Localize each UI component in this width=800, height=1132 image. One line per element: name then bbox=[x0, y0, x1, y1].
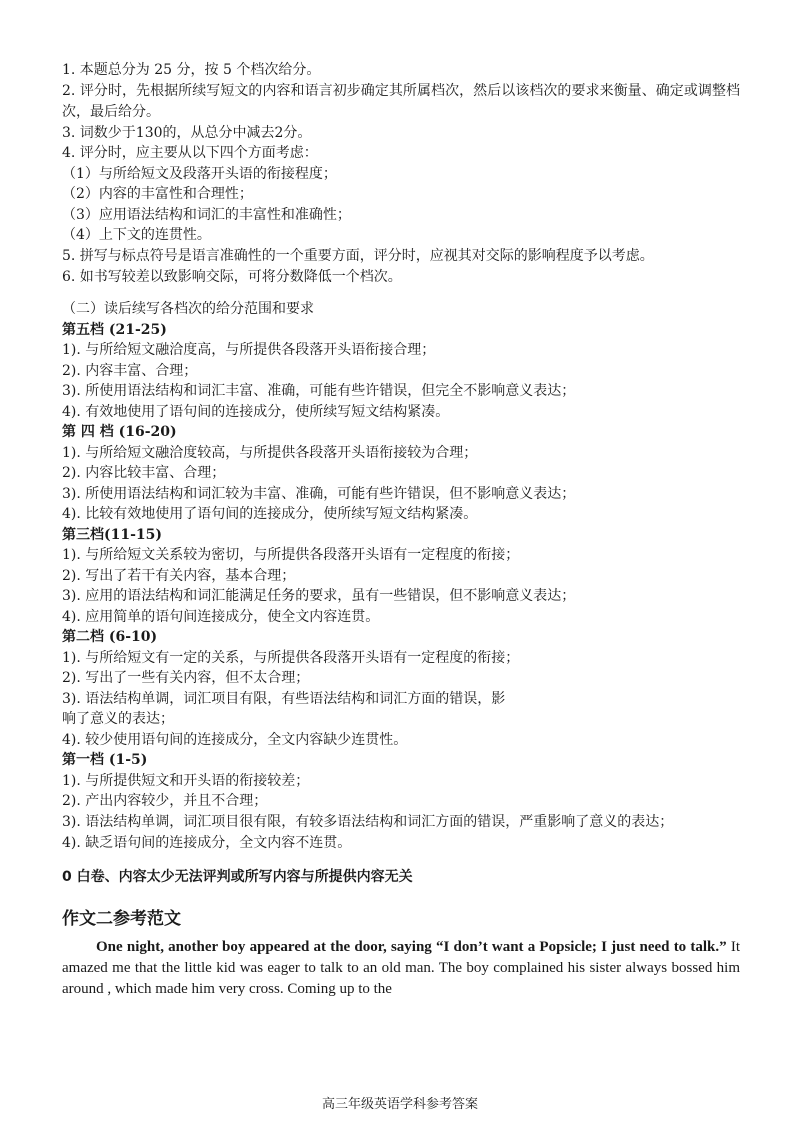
level-5 bbox=[62, 320, 740, 423]
level-item: 3). 语法结构单调，词汇项目很有限，有较多语法结构和词汇方面的错误，严重影响了意义的表达； bbox=[62, 813, 674, 830]
essay-title: 作文二参考范文 bbox=[62, 909, 181, 929]
rule-5: 5. 拼写与标点符号是语言准确性的一个重要方面，评分时，应视其对交际的影响程度予以考虑。 bbox=[62, 247, 654, 264]
level-item: 3). 应用的语法结构和词汇能满足任务的要求，虽有一些错误，但不影响意义表达； bbox=[62, 588, 576, 604]
level-item: 响了意义的表达； bbox=[62, 711, 174, 727]
level-heading: 第 四 档 (16-20) bbox=[62, 424, 177, 440]
level-item: 1). 与所给短文融洽度高，与所提供各段落开头语衔接合理； bbox=[62, 342, 436, 358]
page-footer: 高三年级英语学科参考答案 bbox=[321, 1097, 478, 1112]
essay-body-text: It amazed me that the little kid was eager to talk to an old man. The boy complained his sister always bossed him around , which made him very cross. Coming up to the bbox=[62, 939, 740, 997]
rule-1: 1. 本题总分为 25 分，按 5 个档次给分。 bbox=[62, 62, 321, 78]
rule-4-sub-4: （4）上下文的连贯性。 bbox=[62, 227, 211, 243]
zero-level: 0 白卷、内容太少无法评判或所写内容与所提供内容无关 bbox=[62, 869, 413, 885]
section-title: （二）读后续写各档次的给分范围和要求 bbox=[62, 301, 314, 317]
level-item: 4). 有效地使用了语句间的连接成分，使所续写短文结构紧凑。 bbox=[62, 403, 450, 420]
level-item: 4). 应用简单的语句间连接成分，使全文内容连贯。 bbox=[62, 608, 380, 625]
level-item: 1). 与所给短文有一定的关系，与所提供各段落开头语有一定程度的衔接； bbox=[62, 649, 520, 666]
rule-4-sub-2: （2）内容的丰富性和合理性； bbox=[62, 186, 253, 202]
rule-6: 6. 如书写较差以致影响交际，可将分数降低一个档次。 bbox=[62, 268, 402, 285]
level-item: 1). 与所给短文关系较为密切，与所提供各段落开头语有一定程度的衔接； bbox=[62, 547, 520, 563]
essay-paragraph bbox=[62, 937, 740, 1000]
document-content bbox=[62, 60, 740, 1000]
level-item: 3). 语法结构单调，词汇项目有限，有些语法结构和词汇方面的错误，影 bbox=[62, 690, 506, 707]
level-item: 1). 与所给短文融洽度较高，与所提供各段落开头语衔接较为合理； bbox=[62, 444, 478, 461]
level-heading: 第一档 (1-5) bbox=[62, 752, 148, 768]
rule-4: 4. 评分时，应主要从以下四个方面考虑： bbox=[62, 145, 318, 161]
level-heading: 第三档(11-15) bbox=[62, 526, 163, 543]
level-3 bbox=[62, 525, 740, 628]
level-item: 2). 内容丰富、合理； bbox=[62, 362, 198, 379]
rule-4-sub-1: （1）与所给短文及段落开头语的衔接程度； bbox=[62, 165, 337, 182]
level-item: 3). 所使用语法结构和词汇较为丰富、准确，可能有些许错误，但不影响意义表达； bbox=[62, 485, 576, 502]
rule-4-sub-3: （3）应用语法结构和词汇的丰富性和准确性； bbox=[62, 206, 351, 223]
level-item: 2). 写出了一些有关内容，但不太合理； bbox=[62, 670, 310, 686]
level-item: 4). 较少使用语句间的连接成分，全文内容缺少连贯性。 bbox=[62, 731, 408, 748]
level-item: 2). 写出了若干有关内容，基本合理； bbox=[62, 567, 296, 584]
level-item: 3). 所使用语法结构和词汇丰富、准确，可能有些许错误，但完全不影响意义表达； bbox=[62, 383, 576, 399]
rule-2: 2. 评分时，先根据所续写短文的内容和语言初步确定其所属档次，然后以该档次的要求来衡量、确定或调整档次，最后给分。 bbox=[62, 82, 740, 120]
level-heading: 第五档 (21-25) bbox=[62, 321, 167, 338]
level-1 bbox=[62, 750, 740, 853]
level-2 bbox=[62, 627, 740, 750]
rule-3: 3. 词数少于130的，从总分中减去2分。 bbox=[62, 124, 312, 141]
level-item: 2). 产出内容较少，并且不合理； bbox=[62, 793, 268, 809]
level-item: 4). 缺乏语句间的连接成分，全文内容不连贯。 bbox=[62, 834, 352, 851]
level-item: 4). 比较有效地使用了语句间的连接成分，使所续写短文结构紧凑。 bbox=[62, 506, 478, 522]
level-item: 2). 内容比较丰富、合理； bbox=[62, 465, 226, 481]
essay-opening-sentence: One night, another boy appeared at the door, saying “I don’t want a Popsicle; I just need to talk.” bbox=[96, 939, 727, 955]
level-item: 1). 与所提供短文和开头语的衔接较差； bbox=[62, 772, 310, 789]
level-4 bbox=[62, 422, 740, 525]
level-heading: 第二档 (6-10) bbox=[62, 629, 158, 645]
scoring-rules bbox=[62, 60, 740, 287]
